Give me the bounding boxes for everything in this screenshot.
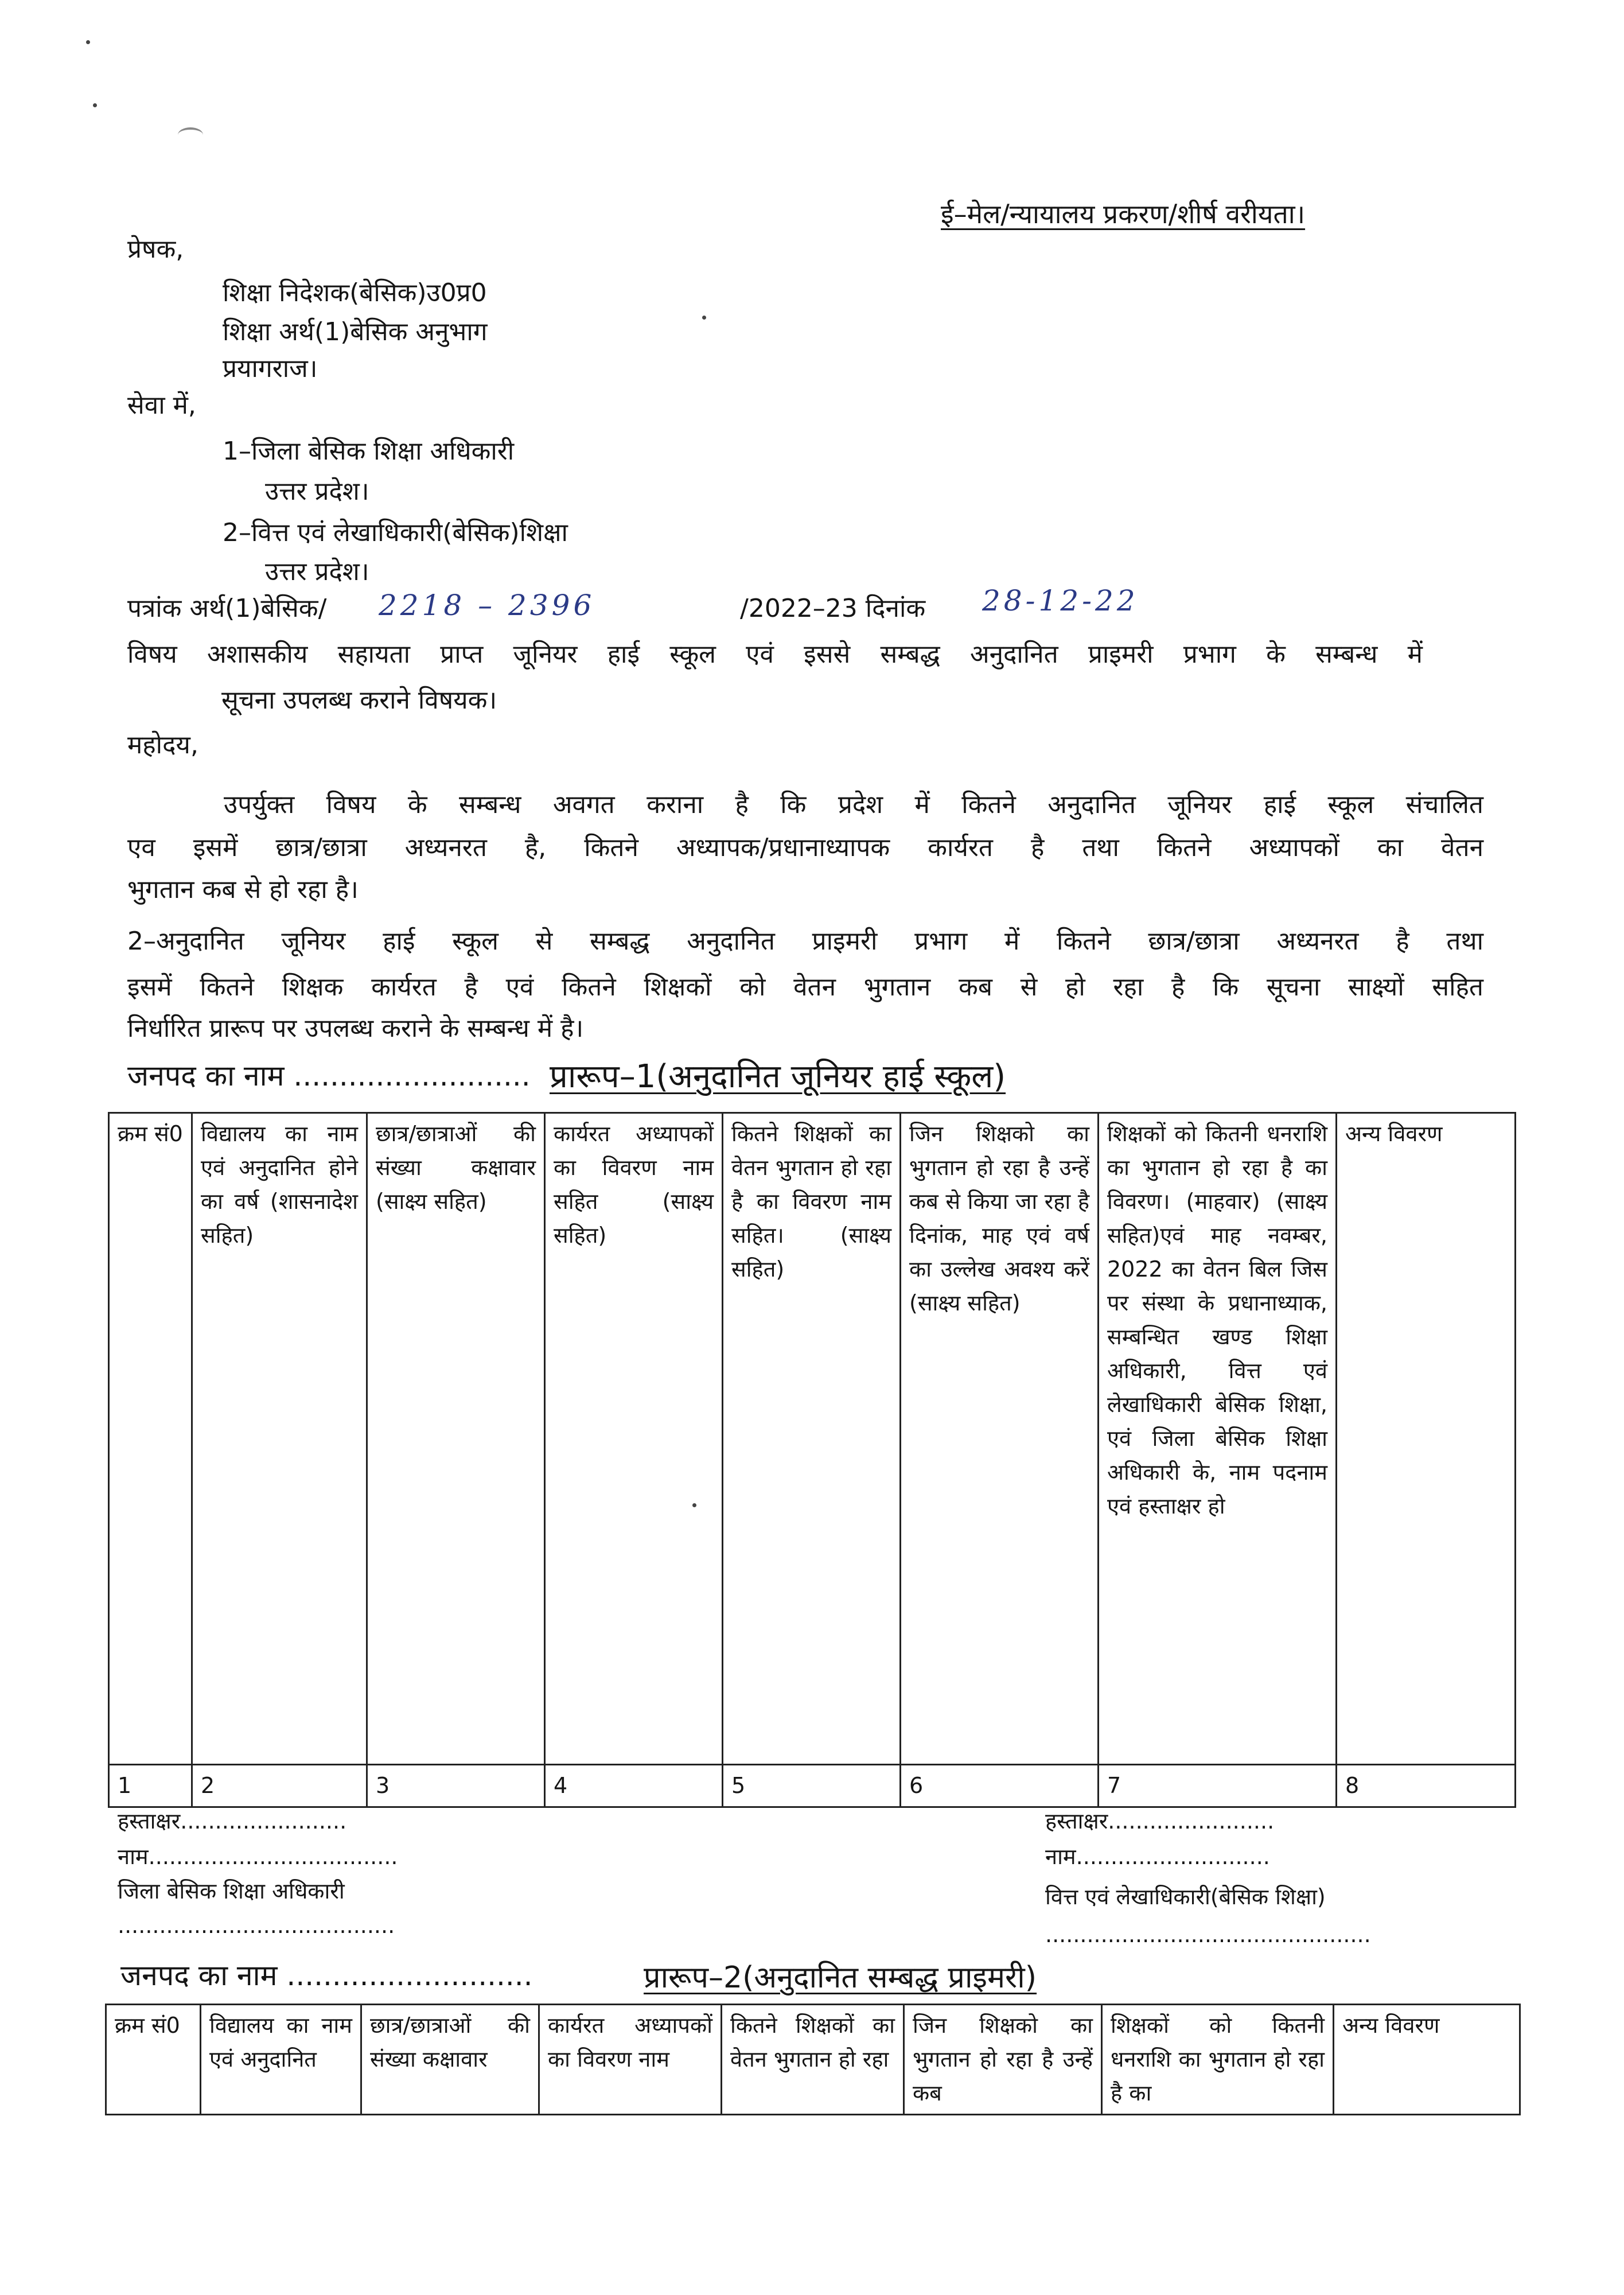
form1-header-cell: छात्र/छात्राओं की संख्या कक्षावार (साक्ष्य सहित) (367, 1113, 545, 1765)
form1-column-number: 7 (1099, 1765, 1337, 1807)
form2-district-label: जनपद का नाम ........................... (120, 1959, 533, 1992)
form2-header-cell: विद्यालय का नाम एवं अनुदानित (201, 2005, 361, 2115)
form1-column-number: 8 (1337, 1765, 1516, 1807)
recipient-line: 2–वित्त एवं लेखाधिकारी(बेसिक)शिक्षा (223, 518, 568, 547)
form1-table (108, 1112, 1516, 1808)
form1-title: प्रारूप–1(अनुदानित जूनियर हाई स्कूल) (550, 1058, 1006, 1095)
body-para2-line: इसमें कितने शिक्षक कार्यरत है एवं कितने शिक्षकों को वेतन भुगतान कब से हो रहा है कि सूचना साक्ष्यों सहित (127, 973, 1483, 1002)
form2-header-row (106, 2005, 1520, 2115)
form1-column-number: 6 (901, 1765, 1099, 1807)
salutation: महोदय, (127, 730, 198, 760)
form1-header-cell: विद्यालय का नाम एवं अनुदानित होने का वर्ष (शासनादेश सहित) (192, 1113, 367, 1765)
form2-header-cell: कितने शिक्षकों का वेतन भुगतान हो रहा (722, 2005, 904, 2115)
right-signature-line: हस्ताक्षर........................ (1045, 1808, 1275, 1834)
form1-header-cell: अन्य विवरण (1337, 1113, 1516, 1765)
right-name-line: नाम............................ (1045, 1844, 1270, 1869)
form2-header-cell: अन्य विवरण (1334, 2005, 1520, 2115)
scan-speck (86, 40, 90, 44)
form1-column-number: 3 (367, 1765, 545, 1807)
form1-header-row (109, 1113, 1516, 1765)
left-signature-line: हस्ताक्षर........................ (118, 1808, 347, 1834)
form1-district-label: जनपद का नाम .......................... (127, 1059, 531, 1092)
left-designation: जिला बेसिक शिक्षा अधिकारी (118, 1878, 345, 1904)
scan-speck (702, 316, 706, 320)
form1-number-row (109, 1765, 1516, 1807)
form2-header-cell: कार्यरत अध्यापकों का विवरण नाम (539, 2005, 722, 2115)
recipient-line: 1–जिला बेसिक शिक्षा अधिकारी (223, 437, 515, 466)
recipient-label: सेवा में, (127, 391, 196, 420)
right-designation: वित्त एवं लेखाधिकारी(बेसिक शिक्षा) (1045, 1884, 1326, 1909)
form2-header-cell: छात्र/छात्राओं की संख्या कक्षावार (361, 2005, 539, 2115)
form1-header-cell: कार्यरत अध्यापकों का विवरण नाम सहित (साक्ष्य सहित) (545, 1113, 723, 1765)
subject-line: विषय अशासकीय सहायता प्राप्त जूनियर हाई स्कूल एवं इससे सम्बद्ध अनुदानित प्राइमरी प्रभाग के सम्बन्ध में (127, 640, 1423, 669)
form2-header-cell: क्रम सं0 (106, 2005, 201, 2115)
form1-header-cell: कितने शिक्षकों का वेतन भुगतान हो रहा है का विवरण नाम सहित। (साक्ष्य सहित) (723, 1113, 901, 1765)
reference-number-handwritten: 2218 – 2396 (379, 589, 595, 622)
form1-column-number: 4 (545, 1765, 723, 1807)
form1-column-number: 5 (723, 1765, 901, 1807)
form1-header-cell: शिक्षकों को कितनी धनराशि का भुगतान हो रहा है का विवरण। (माहवार) (साक्ष्य सहित)एवं माह नवम्बर, 2022 का वेतन बिल जिस पर संस्था के प्रधानाध्याक, सम्बन्धित खण्ड शिक्षा अधिकारी, वित्त एवं लेखाधिकारी बेसिक शिक्षा, एवं जिला बेसिक शिक्षा अधिकारी के, नाम पदनाम एवं हस्ताक्षर हो (1099, 1113, 1337, 1765)
right-blank-line: ............................................... (1045, 1922, 1371, 1947)
form2-header-cell: जिन शिक्षको का भुगतान हो रहा है उन्हें कब (904, 2005, 1102, 2115)
subject-line: सूचना उपलब्ध कराने विषयक। (221, 686, 497, 715)
sender-line: शिक्षा अर्थ(1)बेसिक अनुभाग (223, 317, 488, 347)
body-para1-line: भुगतान कब से हो रहा है। (127, 875, 359, 904)
form1-column-number: 1 (109, 1765, 192, 1807)
form1-header-cell: जिन शिक्षको का भुगतान हो रहा है उन्हें कब से किया जा रहा है दिनांक, माह एवं वर्ष का उल्लेख अवश्य करें (साक्ष्य सहित) (901, 1113, 1099, 1765)
form2-title: प्रारूप–2(अनुदानित सम्बद्ध प्राइमरी) (644, 1961, 1037, 1995)
sender-line: प्रयागराज। (223, 354, 318, 383)
form2-table (105, 2004, 1521, 2115)
form1-header-cell: क्रम सं0 (109, 1113, 192, 1765)
sender-label: प्रेषक, (127, 235, 184, 264)
reference-year-label: /2022–23 दिनांक (740, 594, 926, 623)
left-name-line: नाम.................................... (118, 1844, 398, 1869)
body-para1-line: उपर्युक्त विषय के सम्बन्ध अवगत कराना है कि प्रदेश में कितने अनुदानित जूनियर हाई स्कूल संचालित (224, 790, 1483, 819)
reference-prefix: पत्रांक अर्थ(1)बेसिक/ (127, 594, 327, 623)
body-para2-line: 2–अनुदानित जूनियर हाई स्कूल से सम्बद्ध अनुदानित प्राइमरी प्रभाग में कितने छात्र/छात्रा अध्यनरत है तथा (127, 927, 1483, 956)
scan-speck (93, 103, 97, 107)
reference-date-handwritten: 28-12-22 (982, 584, 1139, 617)
recipient-line: उत्तर प्रदेश। (265, 477, 369, 506)
scan-smudge (178, 127, 203, 142)
priority-tag: ई–मेल/न्यायालय प्रकरण/शीर्ष वरीयता। (941, 199, 1306, 230)
recipient-line: उत्तर प्रदेश। (265, 557, 369, 586)
body-para2-line: निर्धारित प्रारूप पर उपलब्ध कराने के सम्बन्ध में है। (127, 1014, 584, 1043)
sender-line: शिक्षा निदेशक(बेसिक)उ0प्र0 (223, 278, 487, 308)
body-para1-line: एव इसमें छात्र/छात्रा अध्यनरत है, कितने अध्यापक/प्रधानाध्यापक कार्यरत है तथा कितने अध्यापकों का वेतन (127, 833, 1483, 862)
form2-header-cell: शिक्षकों को कितनी धनराशि का भुगतान हो रहा है का (1102, 2005, 1334, 2115)
form1-column-number: 2 (192, 1765, 367, 1807)
left-blank-line: ........................................ (118, 1913, 395, 1938)
